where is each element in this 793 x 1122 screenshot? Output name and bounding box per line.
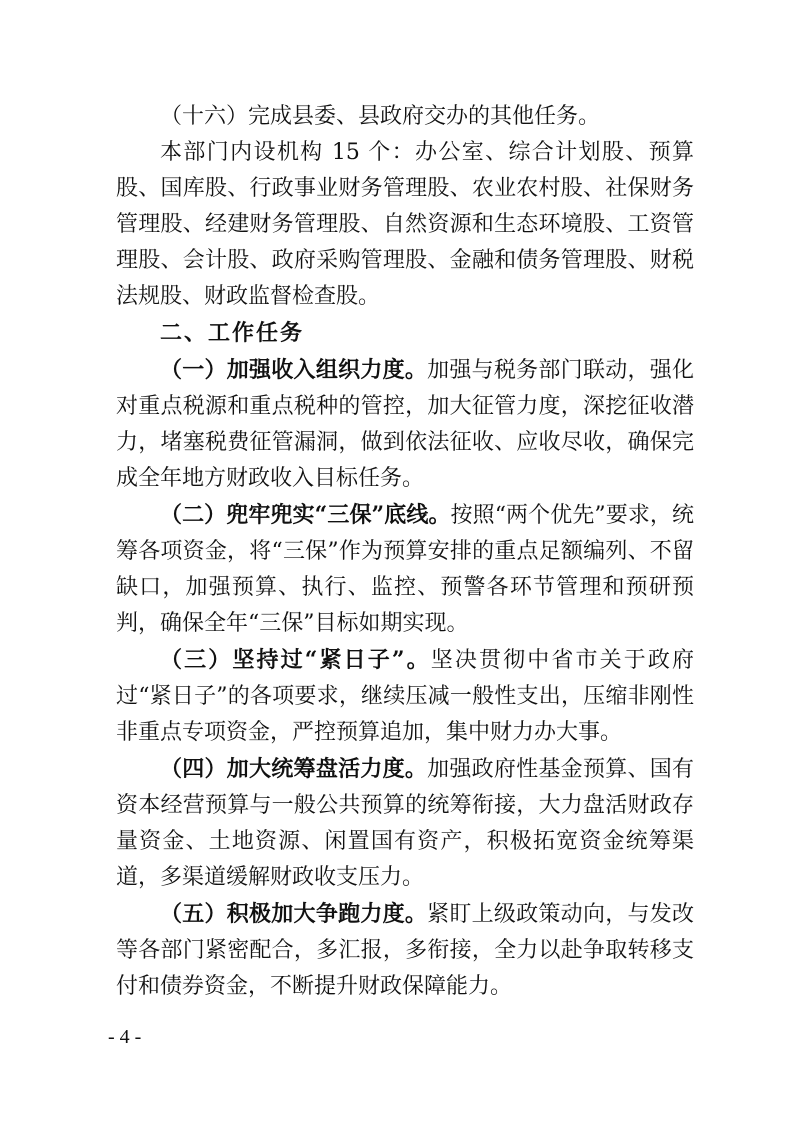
section-heading: 二、工作任务 [160,321,305,346]
task-paragraph-5 [116,896,694,1005]
task-paragraph-4 [116,751,694,896]
task-text-5: 紧盯上级政策动向，与发改等各部门紧密配合，多汇报，多衔接，全力以赴争取转移支付和债券资金，不断提升财政保障能力。 [116,902,694,999]
document-body [116,99,694,1005]
task-lead-3: （三）坚持过“紧日子”。 [160,647,431,673]
page-number: - 4 - [108,1026,142,1048]
task-paragraph-3 [116,642,694,751]
task-paragraph-1 [116,352,694,497]
task-text-3: 坚决贯彻中省市关于政府过“紧日子”的各项要求，继续压减一般性支出，压缩非刚性非重点专项资金，严控预算追加，集中财力办大事。 [116,648,694,745]
paragraph-item-16: （十六）完成县委、县政府交办的其他任务。 [160,104,601,129]
task-text-2: 按照“两个优先”要求，统筹各项资金，将“三保”作为预算安排的重点足额编列、不留缺口，加强预算、执行、监控、预警各环节管理和预研预判，确保全年“三保”目标如期实现。 [116,503,695,636]
task-lead-4: （四）加大统筹盘活力度。 [160,756,428,782]
task-text-1: 加强与税务部门联动，强化对重点税源和重点税种的管控，加大征管力度，深挖征收潜力，堵塞税费征管漏洞，做到依法征收、应收尽收，确保完成全年地方财政收入目标任务。 [116,358,694,491]
task-lead-2: （二）兜牢兜实“三保”底线。 [160,502,451,528]
task-lead-1: （一）加强收入组织力度。 [160,357,428,383]
task-paragraph-2 [116,497,694,642]
paragraph-internal-departments: 本部门内设机构 15 个：办公室、综合计划股、预算股、国库股、行政事业财务管理股、农业农村股、社保财务管理股、经建财务管理股、自然资源和生态环境股、工资管理股、会计股、政府采购管理股、金融和债务管理股、财税法规股、财政监督检查股。 [116,140,694,309]
task-text-4: 加强政府性基金预算、国有资本经营预算与一般公共预算的统筹衔接，大力盘活财政存量资金、土地资源、闲置国有资产，积极拓宽资金统筹渠道，多渠道缓解财政收支压力。 [116,757,694,890]
task-lead-5: （五）积极加大争跑力度。 [160,901,428,927]
